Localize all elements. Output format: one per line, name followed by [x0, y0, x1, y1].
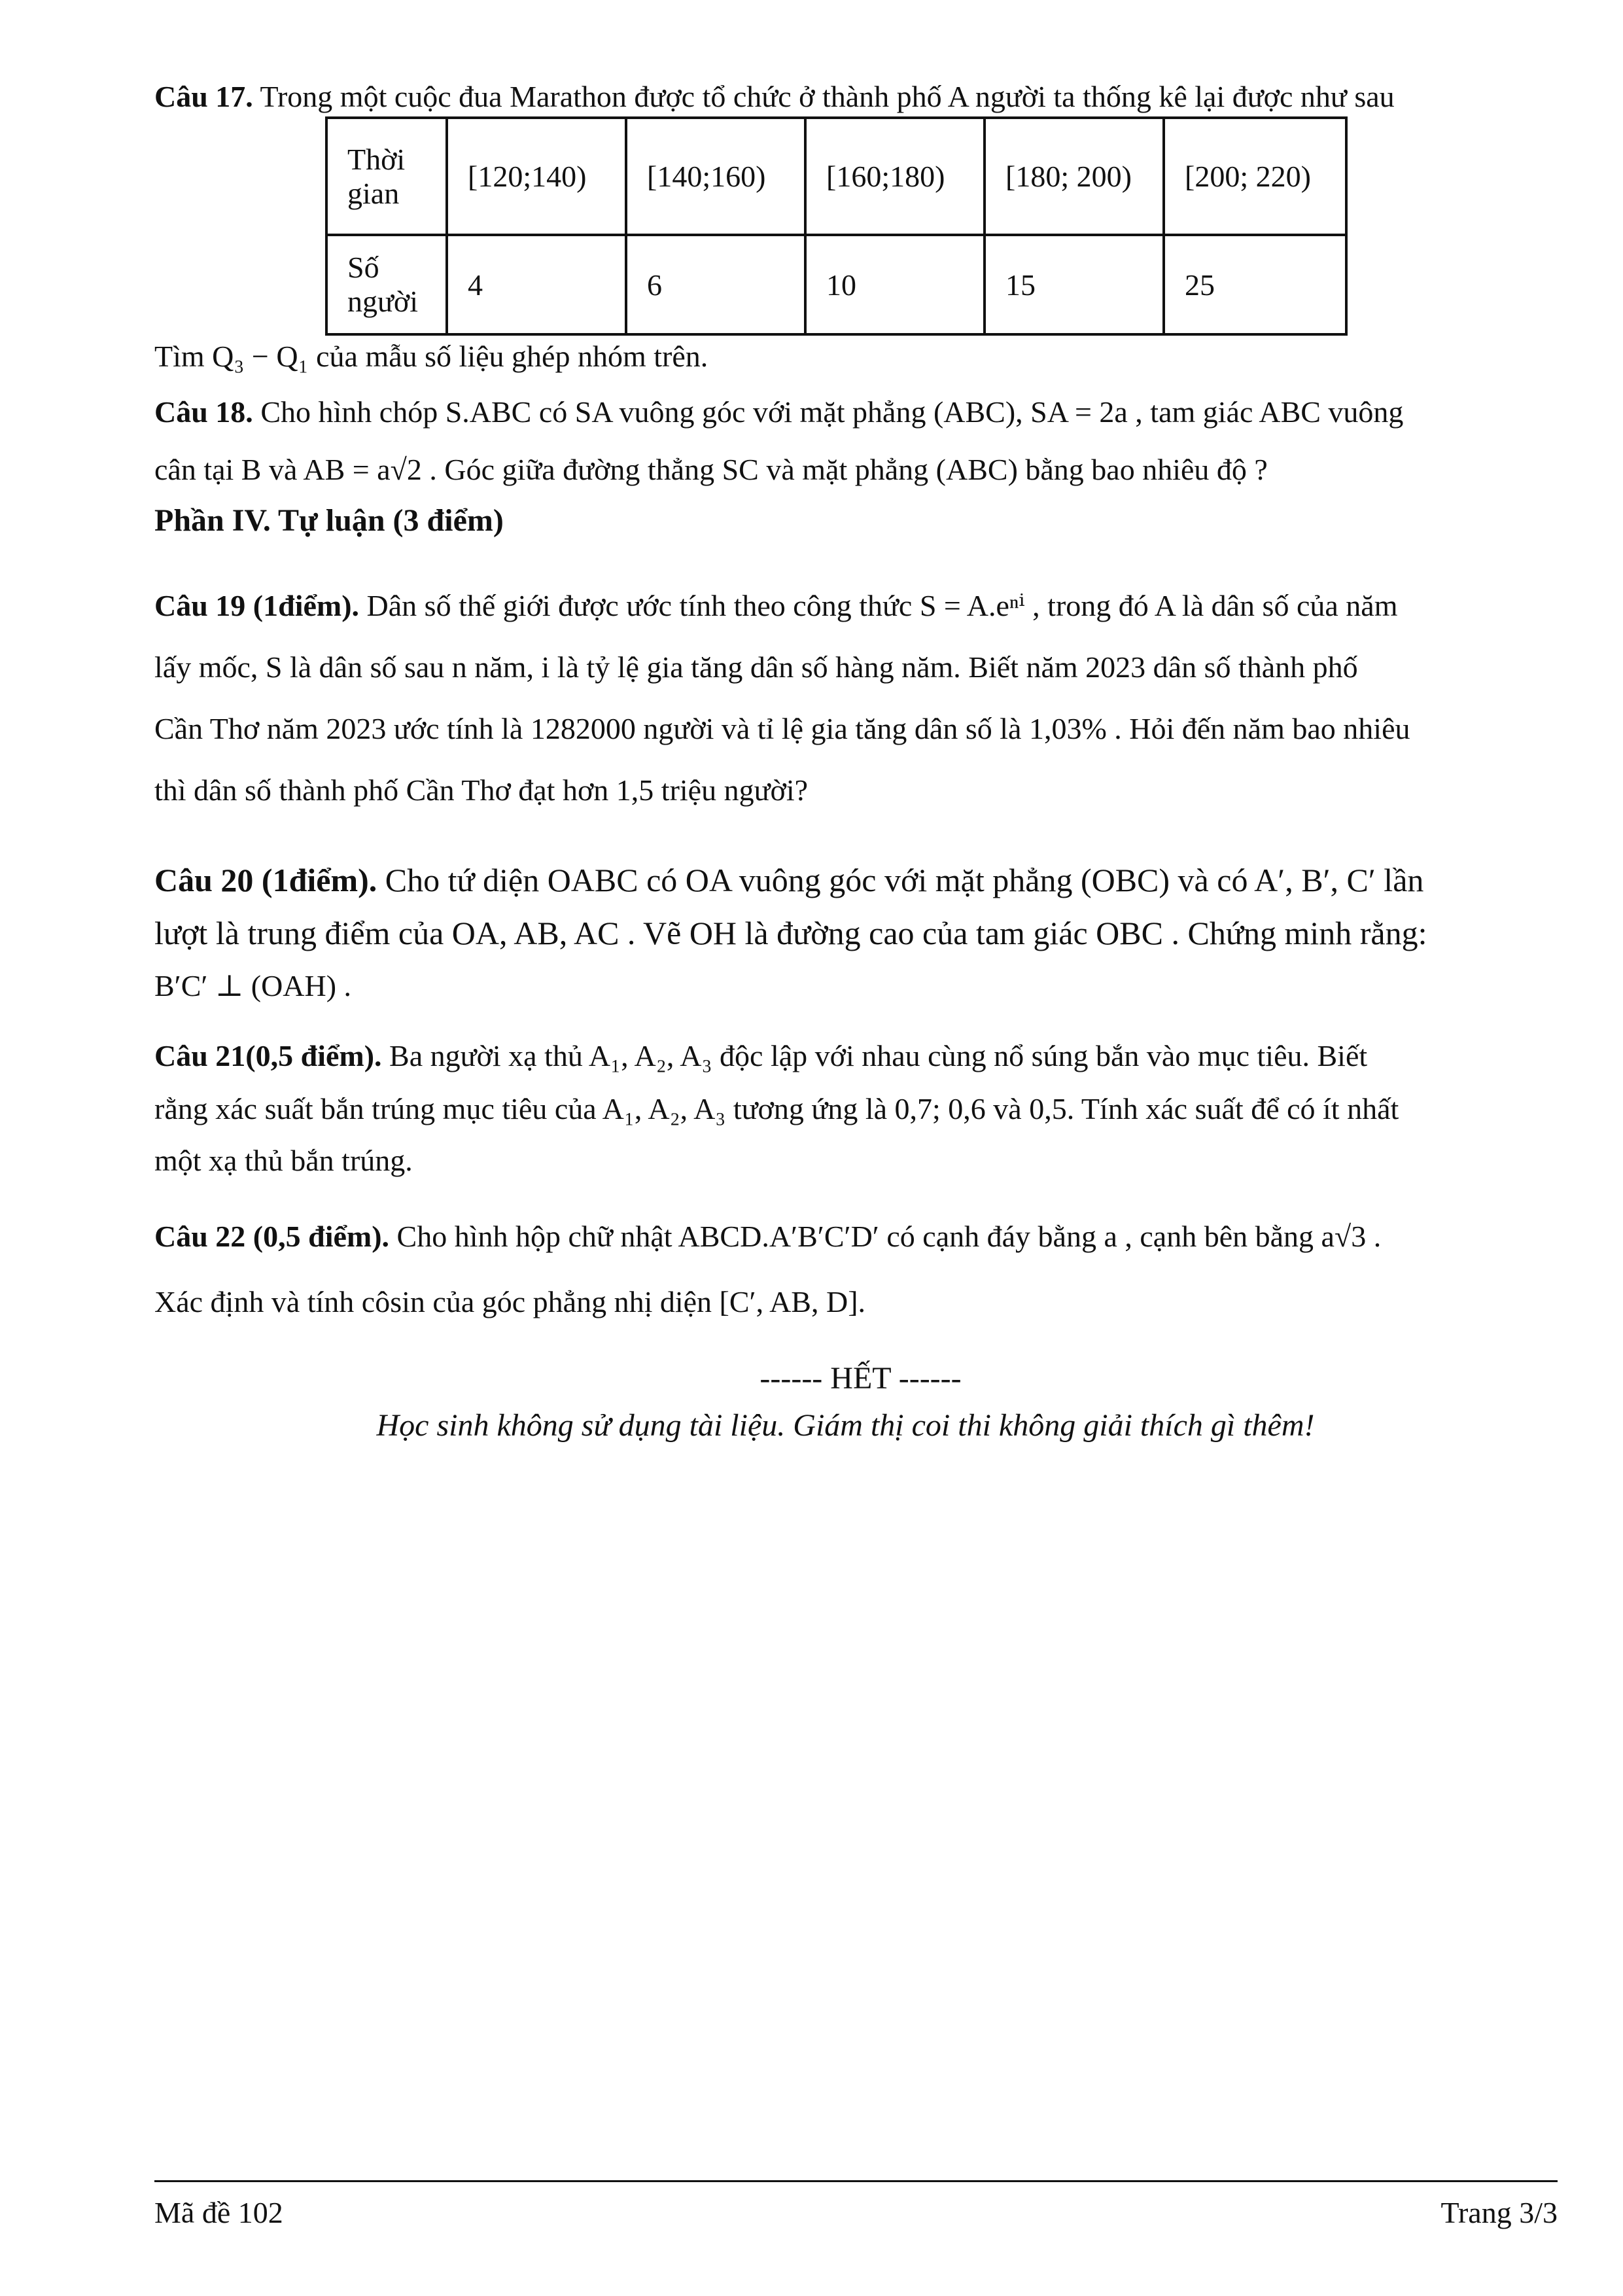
q18-line1: Câu 18. Cho hình chóp S.ABC có SA vuông góc với mặt phẳng (ABC), SA = 2a , tam giác ABC vuông: [154, 395, 1404, 429]
table-header-count: Số người: [326, 235, 447, 334]
q20-line2: lượt là trung điểm của OA, AB, AC . Vẽ OH là đường cao của tam giác OBC . Chứng minh rằng:: [154, 915, 1427, 951]
q19-line2: lấy mốc, S là dân số sau n năm, i là tỷ lệ gia tăng dân số hàng năm. Biết năm 2023 dân số thành phố: [154, 650, 1358, 684]
q19-line4: thì dân số thành phố Cần Thơ đạt hơn 1,5 triệu người?: [154, 773, 809, 807]
table-cell: 10: [805, 235, 985, 334]
q19-label: Câu 19 (1điểm).: [154, 589, 360, 622]
part4-heading: Phần IV. Tự luận (3 điểm): [154, 503, 504, 538]
q17-text: Trong một cuộc đua Marathon được tổ chức ở thành phố A người ta thống kê lại được như sau: [260, 80, 1395, 113]
table-cell: [140;160): [626, 118, 805, 235]
table-cell: 15: [985, 235, 1164, 334]
exam-code: Mã đề 102: [154, 2196, 283, 2229]
q19-line1: Câu 19 (1điểm). Dân số thế giới được ước tính theo công thức S = A.eⁿⁱ , trong đó A là dân số của năm: [154, 589, 1398, 622]
table-row: [326, 235, 1346, 334]
table-header-time: Thời gian: [326, 118, 447, 235]
page-number: Trang 3/3: [1440, 2196, 1558, 2229]
q17-intro: [154, 77, 1395, 116]
table-cell: [160;180): [805, 118, 985, 235]
q22-label: Câu 22 (0,5 điểm).: [154, 1220, 390, 1253]
table-row: [326, 118, 1346, 235]
q21-line2: rằng xác suất bắn trúng mục tiêu của A₁, A₂, A₃ tương ứng là 0,7; 0,6 và 0,5. Tính xác suất để có ít nhất: [154, 1092, 1399, 1125]
end-mark: ------ HẾT ------: [759, 1361, 962, 1396]
q21-label: Câu 21(0,5 điểm).: [154, 1039, 382, 1072]
table-cell: 25: [1164, 235, 1346, 334]
footer-divider: [154, 2180, 1558, 2182]
q20-line1: Câu 20 (1điểm). Cho tứ diện OABC có OA vuông góc với mặt phẳng (OBC) và có A′, B′, C′ lần: [154, 862, 1424, 898]
q21-line3: một xạ thủ bắn trúng.: [154, 1144, 413, 1177]
q18-line2: cân tại B và AB = a√2 . Góc giữa đường thẳng SC và mặt phẳng (ABC) bằng bao nhiêu độ ?: [154, 453, 1268, 486]
end-note: Học sinh không sử dụng tài liệu. Giám thị coi thi không giải thích gì thêm!: [376, 1408, 1315, 1443]
q17-label: Câu 17.: [154, 80, 253, 113]
q22-line2: Xác định và tính côsin của góc phẳng nhị diện [C′, AB, D].: [154, 1285, 866, 1318]
q17-question: Tìm Q₃ − Q₁ của mẫu số liệu ghép nhóm trên.: [154, 340, 708, 373]
q22-line1: Câu 22 (0,5 điểm). Cho hình hộp chữ nhật ABCD.A′B′C′D′ có cạnh đáy bằng a , cạnh bên bằng a√3 .: [154, 1220, 1382, 1253]
table-cell: 6: [626, 235, 805, 334]
table-cell: 4: [447, 235, 626, 334]
marathon-table: [325, 116, 1348, 336]
q19-line3: Cần Thơ năm 2023 ước tính là 1282000 người và tỉ lệ gia tăng dân số là 1,03% . Hỏi đến năm bao nhiêu: [154, 712, 1410, 745]
q18-label: Câu 18.: [154, 395, 253, 429]
q20-label: Câu 20 (1điểm).: [154, 862, 377, 898]
table-cell: [200; 220): [1164, 118, 1346, 235]
q21-line1: Câu 21(0,5 điểm). Ba người xạ thủ A₁, A₂, A₃ độc lập với nhau cùng nổ súng bắn vào mục tiêu. Biết: [154, 1039, 1368, 1072]
q20-line3: B′C′ ⊥ (OAH) .: [154, 969, 352, 1002]
table-cell: [120;140): [447, 118, 626, 235]
table-cell: [180; 200): [985, 118, 1164, 235]
